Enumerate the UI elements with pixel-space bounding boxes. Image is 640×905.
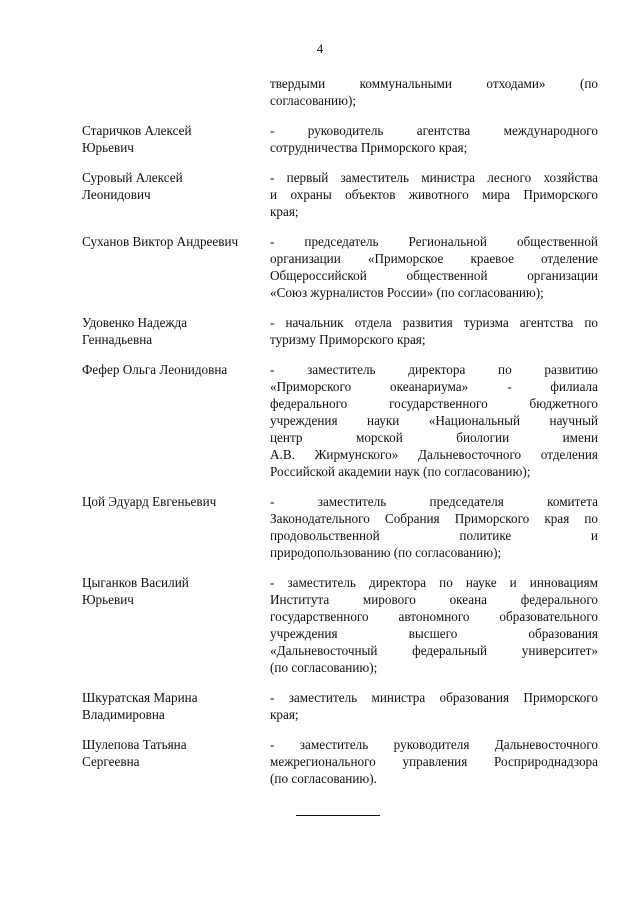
text-line: Суханов Виктор Андреевич: [82, 234, 239, 249]
text-line: края;: [270, 707, 299, 722]
text-line: - начальник отдела развития туризма агентства по: [270, 315, 598, 330]
text-line: А.В. Жирмунского» Дальневосточного отделения: [270, 447, 598, 462]
member-entry: [82, 493, 598, 561]
member-entry: [82, 736, 598, 787]
continuation-name-spacer: [82, 75, 270, 109]
text-line: твердыми коммунальными отходами» (по: [270, 76, 598, 91]
text-line: учреждения науки «Национальный научный: [270, 413, 598, 428]
text-line: Юрьевич: [82, 140, 134, 155]
text-line: Старичков Алексей: [82, 123, 192, 138]
text-line: - руководитель агентства международного: [270, 123, 598, 138]
text-line: - заместитель министра образования Приморского: [270, 690, 598, 705]
member-role: [270, 233, 598, 301]
text-line: - заместитель директора по развитию: [270, 362, 598, 377]
member-name: [82, 689, 270, 723]
member-name: [82, 122, 270, 156]
text-line: Фефер Ольга Леонидовна: [82, 362, 228, 377]
member-role: [270, 169, 598, 220]
member-name: [82, 736, 270, 787]
text-line: Удовенко Надежда: [82, 315, 188, 330]
text-line: Суровый Алексей: [82, 170, 183, 185]
member-entry: [82, 689, 598, 723]
text-line: Шкуратская Марина: [82, 690, 198, 705]
text-line: туризму Приморского края;: [270, 332, 426, 347]
member-entry: [82, 122, 598, 156]
text-line: федерального государственного бюджетного: [270, 396, 598, 411]
member-name: [82, 233, 270, 301]
text-line: межрегионального управления Росприроднадзора: [270, 754, 598, 769]
text-line: Леонидович: [82, 187, 151, 202]
member-name: [82, 493, 270, 561]
text-line: «Приморского океанариума» - филиала: [270, 379, 598, 394]
text-line: - первый заместитель министра лесного хозяйства: [270, 170, 598, 185]
member-role: [270, 574, 598, 676]
text-line: - заместитель директора по науке и инновациям: [270, 575, 598, 590]
page-number: 4: [316, 41, 324, 56]
text-line: Юрьевич: [82, 592, 134, 607]
text-line: государственного автономного образовательного: [270, 609, 598, 624]
text-line: (по согласованию);: [270, 660, 378, 675]
member-name: [82, 361, 270, 480]
text-line: Института мирового океана федерального: [270, 592, 598, 607]
continuation-role: [270, 75, 598, 109]
text-line: центр морской биологии имени: [270, 430, 598, 445]
member-entry: [82, 233, 598, 301]
continuation-entry: [82, 75, 598, 109]
text-line: и охраны объектов животного мира Приморского: [270, 187, 598, 202]
member-entry: [82, 361, 598, 480]
member-name: [82, 169, 270, 220]
member-entry: [82, 169, 598, 220]
text-line: организации «Приморское краевое отделение: [270, 251, 598, 266]
member-role: [270, 314, 598, 348]
text-line: Сергеевна: [82, 754, 140, 769]
member-entry: [82, 314, 598, 348]
member-list: [82, 75, 598, 787]
member-role: [270, 122, 598, 156]
text-line: Геннадьевна: [82, 332, 153, 347]
text-line: «Союз журналистов России» (по согласованию);: [270, 285, 544, 300]
text-line: сотрудничества Приморского края;: [270, 140, 468, 155]
text-line: Владимировна: [82, 707, 165, 722]
text-line: продовольственной политике и: [270, 528, 598, 543]
member-name: [82, 314, 270, 348]
text-line: Российской академии наук (по согласованию);: [270, 464, 531, 479]
text-line: - председатель Региональной общественной: [270, 234, 598, 249]
end-divider-line: [296, 815, 380, 816]
text-line: - заместитель председателя комитета: [270, 494, 598, 509]
text-line: края;: [270, 204, 299, 219]
member-entry: [82, 574, 598, 676]
member-name: [82, 574, 270, 676]
text-line: учреждения высшего образования: [270, 626, 598, 641]
text-line: согласованию);: [270, 93, 356, 108]
text-line: (по согласованию).: [270, 771, 377, 786]
text-line: Общероссийской общественной организации: [270, 268, 598, 283]
member-role: [270, 493, 598, 561]
text-line: Цыганков Василий: [82, 575, 189, 590]
member-role: [270, 361, 598, 480]
text-line: - заместитель руководителя Дальневосточного: [270, 737, 598, 752]
text-line: Законодательного Собрания Приморского края по: [270, 511, 598, 526]
text-line: природопользованию (по согласованию);: [270, 545, 502, 560]
text-line: Шулепова Татьяна: [82, 737, 187, 752]
member-role: [270, 736, 598, 787]
member-role: [270, 689, 598, 723]
text-line: Цой Эдуард Евгеньевич: [82, 494, 217, 509]
text-line: «Дальневосточный федеральный университет»: [270, 643, 598, 658]
